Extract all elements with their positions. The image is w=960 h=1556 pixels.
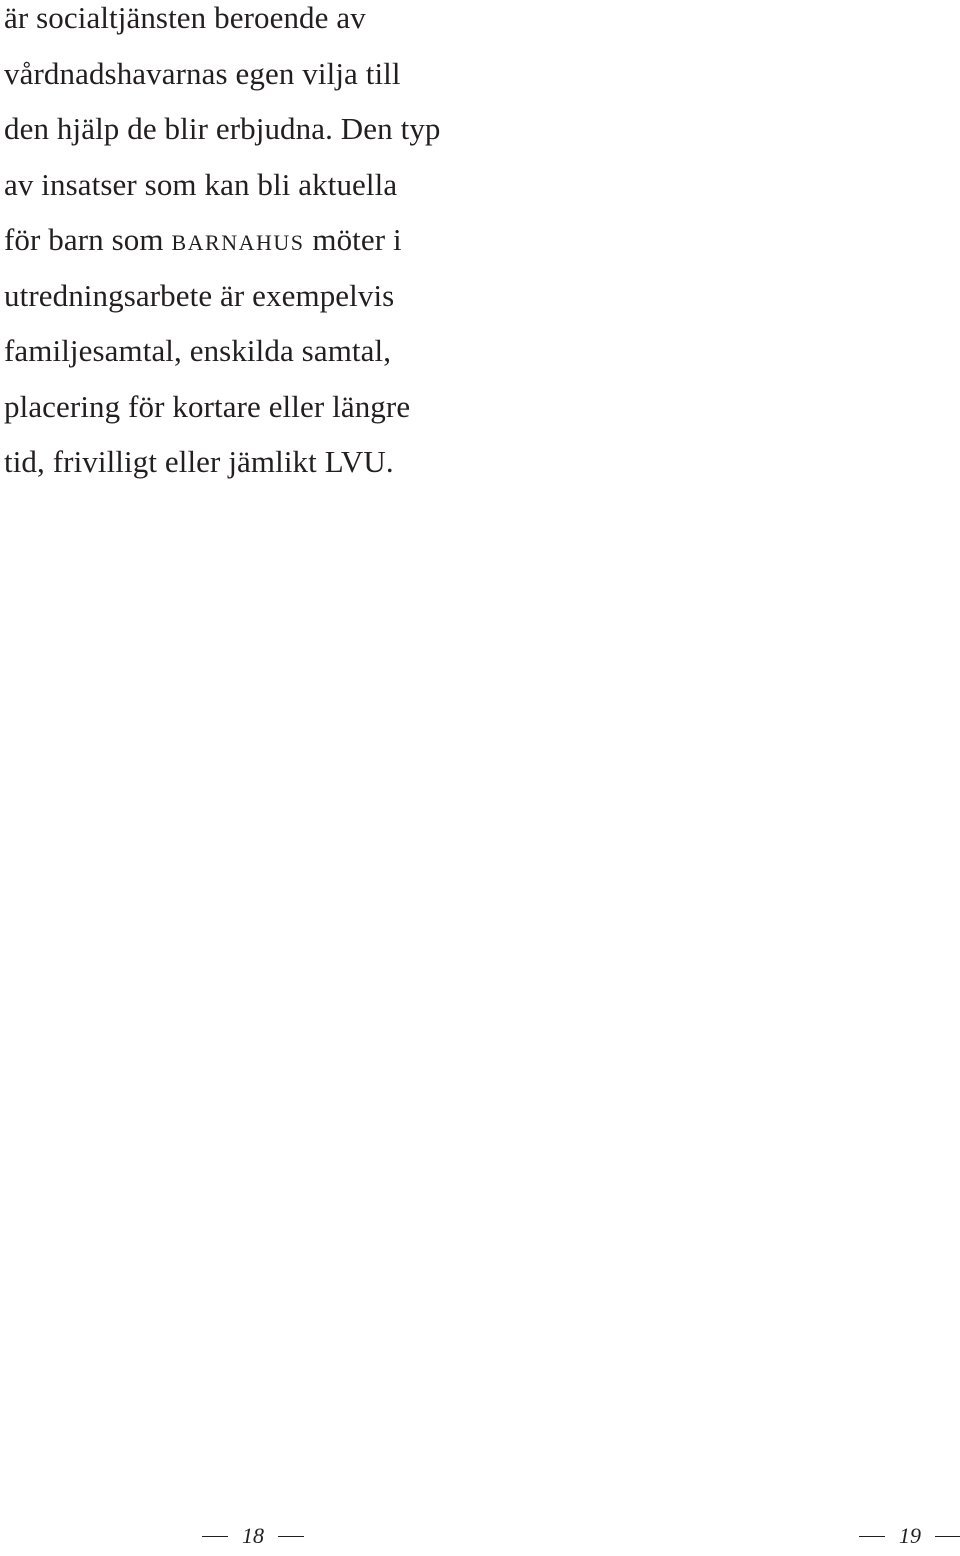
- text-segment: möter i: [304, 222, 402, 257]
- page-number-19: 19: [899, 1523, 921, 1548]
- page-number-right: [859, 1518, 960, 1554]
- text-line: den hjälp de blir erbjudna. Den typ: [4, 111, 441, 146]
- folio-dash: [202, 1536, 228, 1537]
- page-number-left: [202, 1518, 304, 1554]
- text-line: utredningsarbete är exempelvis: [4, 277, 395, 313]
- text-line: familjesamtal, enskilda samtal,: [4, 333, 392, 368]
- text-line: vårdnadshavarnas egen vilja till: [4, 55, 401, 91]
- text-line: av insatser som kan bli aktuella: [4, 166, 398, 202]
- body-paragraph: [4, 0, 564, 490]
- text-segment: för barn som: [4, 222, 172, 257]
- text-line: [4, 212, 564, 268]
- text-line: placering för kortare eller längre: [4, 388, 411, 424]
- page-number-18: 18: [242, 1523, 264, 1548]
- text-line: tid, frivilligt eller jämlikt LVU.: [4, 444, 394, 479]
- folio-dash: [859, 1536, 885, 1537]
- folio-dash: [278, 1536, 304, 1537]
- text-line: är socialtjänsten beroende av: [4, 0, 366, 35]
- folio-dash: [935, 1536, 960, 1537]
- barnahus-smallcaps: barnahus: [171, 222, 305, 257]
